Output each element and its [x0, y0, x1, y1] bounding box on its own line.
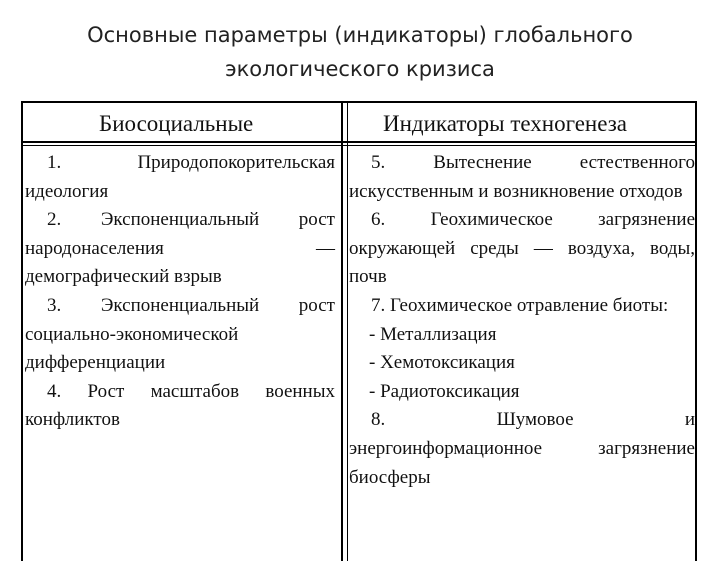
title-line-1: Основные параметры (индикаторы) глобального [87, 23, 633, 47]
list-item: 5. Вытеснение естественного искусственным и возникновение отходов [349, 152, 695, 202]
header-biosocial: Биосоциальные [99, 111, 254, 136]
list-item: - Радиотоксикация [369, 380, 520, 402]
title-line-2: экологического кризиса [225, 57, 495, 81]
biosocial-column [25, 149, 335, 435]
list-item: 1. Природопокорительская идеология [25, 152, 335, 202]
column-divider [341, 103, 343, 561]
list-item: 7. Геохимическое отравление биоты: [371, 294, 669, 316]
list-item: 3. Экспоненциальный рост социально-экономической дифференциации [25, 294, 335, 374]
technogenesis-column [349, 149, 695, 492]
header-technogenesis: Индикаторы техногенеза [383, 111, 628, 136]
list-item: 6. Геохимическое загрязнение окружающей среды — воздуха, воды, почв [349, 209, 695, 288]
list-item: - Хемотоксикация [369, 352, 515, 374]
slide-title [0, 18, 720, 86]
list-item: - Металлизация [369, 323, 497, 345]
column-divider-inner [347, 103, 348, 561]
indicators-table [21, 101, 697, 561]
list-item: 8. Шумовое и [371, 409, 695, 431]
list-item: 4. Рост масштабов военных конфликтов [25, 380, 335, 431]
list-item: 2. Экспоненциальный рост народонаселения — демографический взрыв [25, 209, 335, 288]
header-divider-inner [23, 145, 695, 146]
list-item: энергоинформационное загрязнение биосферы [349, 437, 695, 488]
header-divider [23, 141, 695, 143]
